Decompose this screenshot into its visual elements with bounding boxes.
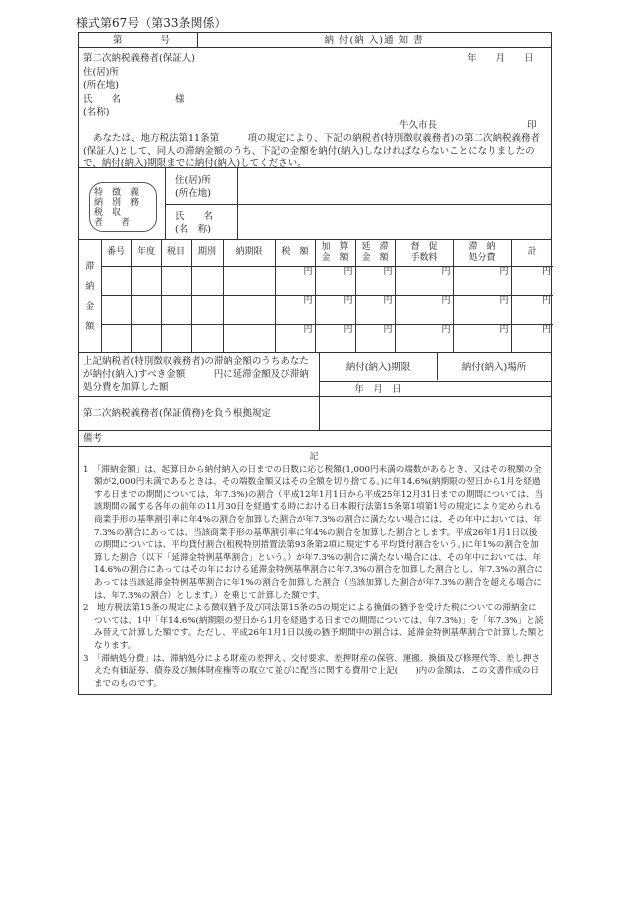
- seal-mark: 印: [527, 120, 537, 131]
- col-header-due-date: 納期限: [223, 240, 275, 266]
- header-row: [79, 33, 551, 48]
- col-header-disposal-cost: 滞 納 処分費: [453, 240, 511, 266]
- payment-place-label: 納付(納入)場所: [461, 362, 527, 373]
- note-3: 3 「滞納処分費」は、滞納処分による財産の差押え、交付要求、差押財産の保管、運搬、換価及び修理代等、差し押さえた有価証券、債券及び無体財産権等の取立て並びに配当に関する費用で上記( )内の金額は、この文書作成の日までのものです。: [83, 653, 541, 689]
- arrears-row: 円 円 円 円 円 円: [79, 324, 553, 353]
- col-header-number: 番号: [101, 240, 131, 266]
- taxpayer-block: [79, 168, 551, 240]
- col-header-tax-item: 税目: [161, 240, 191, 266]
- col-header-demand-fee: 督 促 手数料: [395, 240, 453, 266]
- arrears-row: 円 円 円 円 円 円: [79, 266, 553, 295]
- payment-amount-desc: 上記納税者(特別徴収義務者)の滞納金額のうちあなたが納付(納入)すべき金額 円に延滞金額及び滞納処分費を加算した額: [83, 356, 309, 393]
- recipient-address-label: 住(居)所: [83, 67, 119, 78]
- issuer-name: 牛久市長: [399, 120, 438, 131]
- col-header-total: 計: [511, 240, 553, 266]
- recipient-name-label: 氏 名: [83, 94, 122, 105]
- payment-deadline-label: 納付(納入)期限: [345, 362, 411, 373]
- note-1: 1 「滞納金額」は、起算日から納付納入の日までの日数に応じ税額(1,000円未満の端数があるとき、又はその税額の全額が2,000円未満であるときは、その端数金額又はその全額を切り捨てる。)に年14.6%(納期限の翌日から1月を経過する日までの期間については、年7.3%)の割合（平成12年1月1日から平成25年12月31日までの期間については、当該期間の属する各年の前年の11月30日を経過する時における日本銀行法第15条第1項第1号の規定により定められる商業手形の基準割引率に年4%の割合を加算した割合が年7.3%の割合に満たない場合には、その年中においては、年7.3%の割合にあっては、当該商業手形の基準割引率に年4%の割合を加算した割合とします。平成26年1月1日以後の期間については、平均貸付割合(租税特別措置法第93条第2項に規定する平均貸付割合をいう。)に年1%の割合を加算した割合（以下「延滞金特例基準割合」という。）が年7.3%の割合に満たない場合には、その年中においては、年14.6%の割合にあってはその年における延滞金特例基準割合に年7.3%の割合を加算した割合とし、年7.3%の割合にあっては当該延滞金特例基準割合に年1%の割合を加算した割合（当該加算した割合が年7.3%の割合を超える場合には、年7.3%の割合）とします。）を乗じて計算した額です。: [83, 464, 544, 601]
- notice-title: 納 付(納 入)通 知 書: [324, 35, 424, 46]
- honorific: 様: [175, 94, 185, 105]
- notice-body-text: あなたは、地方税法第11条第 項の規定により、下記の納税者(特別徴収義務者)の第二次納税義務者(保証人)として、同人の滞納金額のうち、下記の金額を納付(納入)しなければならないことになりましたので、納付(納入)期限までに納付(納入)してください。: [83, 133, 541, 169]
- col-header-year: 年度: [131, 240, 161, 266]
- taxpayer-label-line-3: 税 収: [94, 208, 122, 218]
- notes-block: [79, 447, 551, 694]
- basis-label: 第二次納税義務者(保証債務)を負う根拠規定: [83, 408, 271, 419]
- taxpayer-label-line-2: 納 別 務: [94, 198, 140, 208]
- taxpayer-name-label: 氏 名: [175, 211, 214, 222]
- notes-title: 記: [309, 452, 319, 462]
- col-header-tax-amount: 税 額: [275, 240, 315, 266]
- recipient-label: 第二次納税義務者(保証人): [83, 53, 195, 64]
- basis-block: [79, 397, 551, 431]
- recipient-location-label: (所在地): [83, 80, 119, 91]
- note-2: 2 地方税法第15条の規定による徴収猶予及び同法第15条の5の規定による換価の猶予を受けた税についての滞納金については、1中「年14.6%(納期限の翌日から1月を経過する日までの期間については、年7.3%)」を「年7.3%」と読み替えて計算した額です。ただし、平成26年1月1日以後の猶予期間中の割合は、延滞金特例基準割合で計算した額となります。: [83, 603, 545, 651]
- remarks-row: [79, 431, 551, 447]
- taxpayer-label-line-4: 者 者: [94, 218, 131, 228]
- arrears-row: 円 円 円 円 円 円: [79, 295, 553, 324]
- taxpayer-location-label: (所在地): [175, 188, 211, 199]
- taxpayer-group-label: [89, 182, 157, 232]
- form-number-label: 様式第67号（第33条関係）: [76, 16, 227, 30]
- payment-block: [79, 353, 551, 397]
- taxpayer-title-label: (名 称): [175, 224, 211, 235]
- notice-number: 第 号: [113, 35, 171, 46]
- recipient-block: [79, 48, 551, 168]
- arrears-section: [79, 240, 551, 353]
- col-header-additional-tax: 加 算 金 額: [315, 240, 355, 266]
- recipient-title-label: (名称): [83, 107, 110, 118]
- payment-deadline-date: 年 月 日: [354, 384, 402, 395]
- arrears-table: [79, 240, 553, 353]
- taxpayer-address-label: 住(居)所: [175, 175, 211, 186]
- issue-date: 年 月 日: [467, 53, 534, 64]
- taxpayer-label-line-1: 特 徴 義: [94, 188, 140, 198]
- remarks-label: 備考: [83, 433, 103, 444]
- arrears-side-label: 滞 納 金 額: [79, 240, 101, 353]
- col-header-period: 期別: [191, 240, 223, 266]
- col-header-delinquency: 延 滞 金 額: [355, 240, 395, 266]
- notice-form: [78, 32, 552, 695]
